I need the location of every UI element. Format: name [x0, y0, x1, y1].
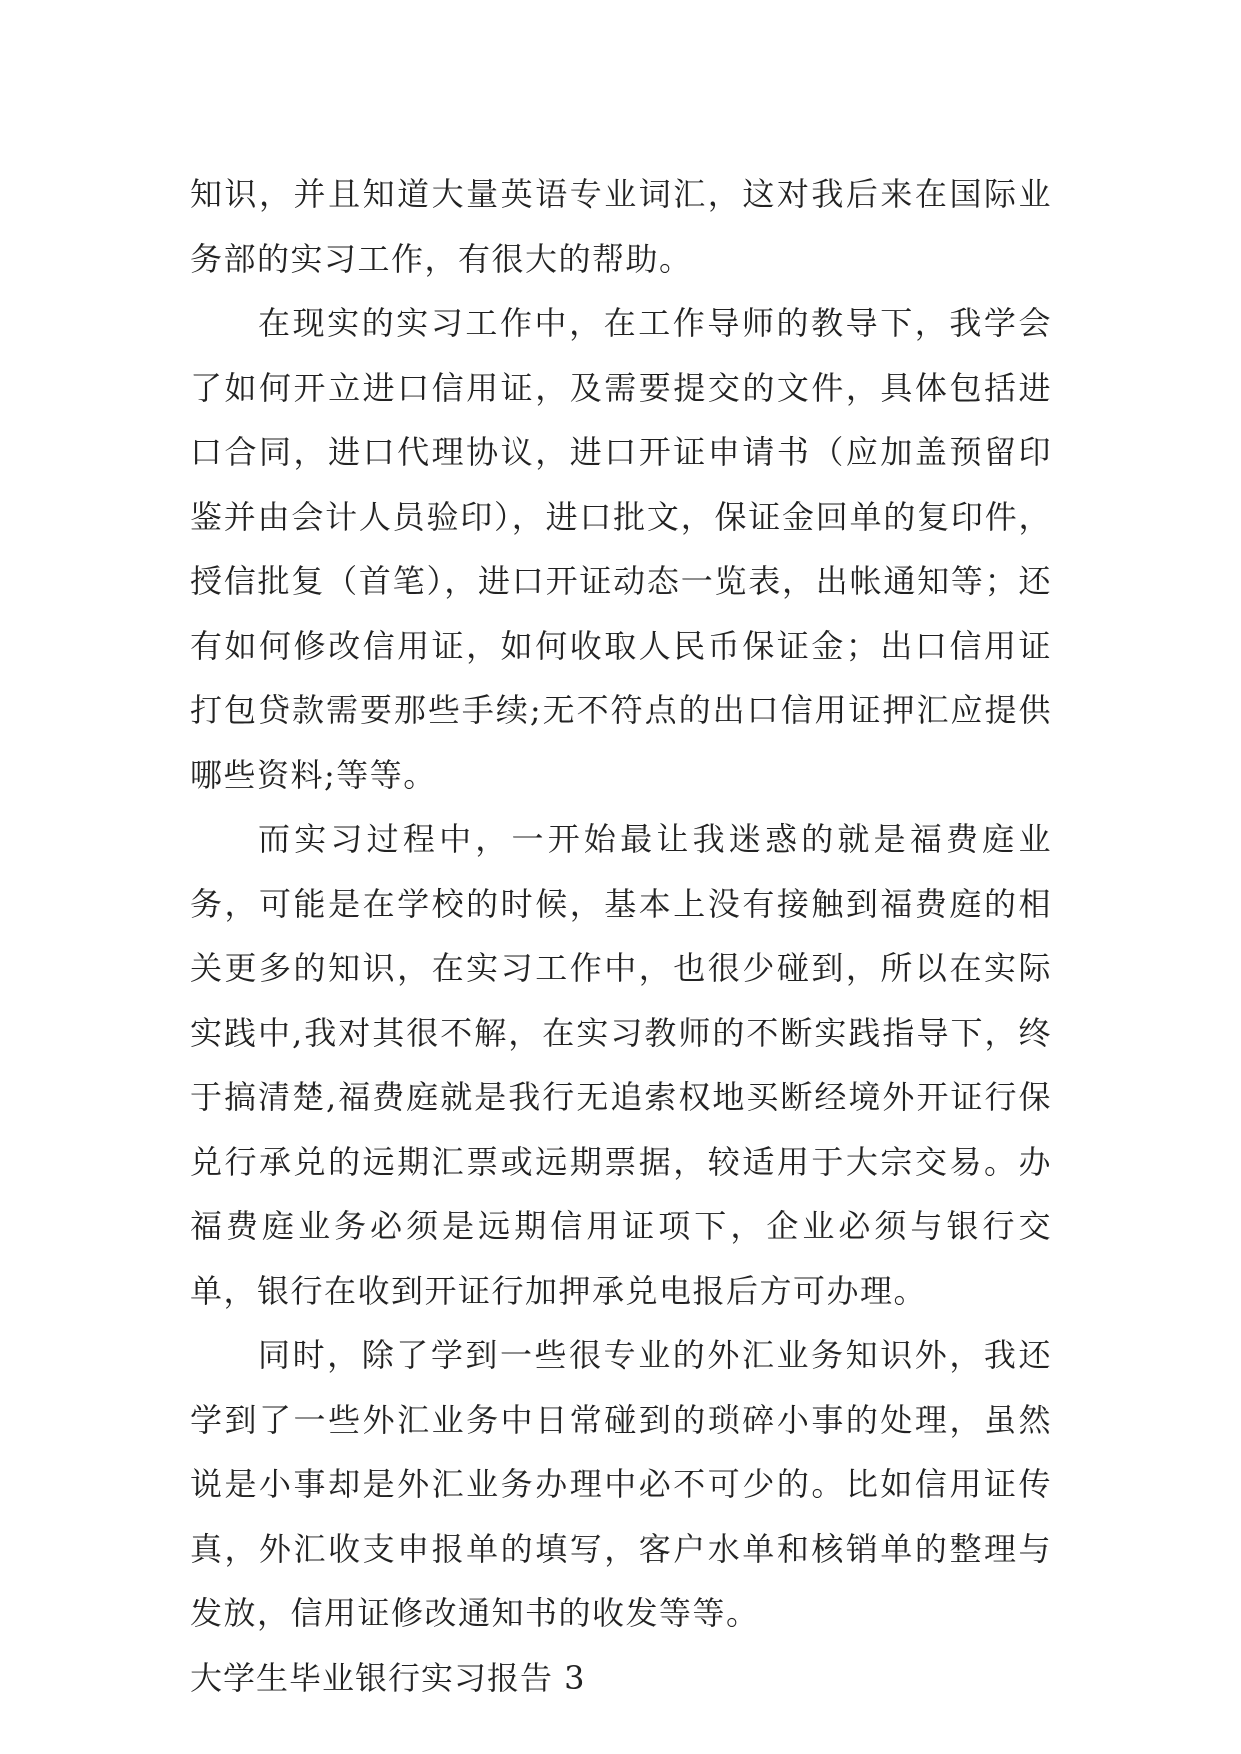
paragraph-3: 而实习过程中，一开始最让我迷惑的就是福费庭业务，可能是在学校的时候，基本上没有接触到福费庭的相关更多的知识，在实习工作中，也很少碰到，所以在实际实践中,我对其很不解，在实习教师的不断实践指导下，终于搞清楚,福费庭就是我行无追索权地买断经境外开证行保兑行承兑的远期汇票或远期票据，较适用于大宗交易。办福费庭业务必须是远期信用证项下，企业必须与银行交单，银行在收到开证行加押承兑电报后方可办理。	[190, 820, 1052, 1310]
section-heading: 大学生毕业银行实习报告 3	[190, 1658, 586, 1697]
document-body	[190, 162, 1052, 1710]
paragraph-1: 知识，并且知道大量英语专业词汇，这对我后来在国际业务部的实习工作，有很大的帮助。	[190, 175, 1052, 278]
paragraph-2: 在现实的实习工作中，在工作导师的教导下，我学会了如何开立进口信用证，及需要提交的文件，具体包括进口合同，进口代理协议，进口开证申请书（应加盖预留印鉴并由会计人员验印），进口批文，保证金回单的复印件，授信批复（首笔），进口开证动态一览表，出帐通知等；还有如何修改信用证，如何收取人民币保证金；出口信用证打包贷款需要那些手续;无不符点的出口信用证押汇应提供哪些资料;等等。	[190, 304, 1052, 794]
paragraph-4: 同时，除了学到一些很专业的外汇业务知识外，我还学到了一些外汇业务中日常碰到的琐碎小事的处理，虽然说是小事却是外汇业务办理中必不可少的。比如信用证传真，外汇收支申报单的填写，客户水单和核销单的整理与发放，信用证修改通知书的收发等等。	[190, 1336, 1052, 1632]
